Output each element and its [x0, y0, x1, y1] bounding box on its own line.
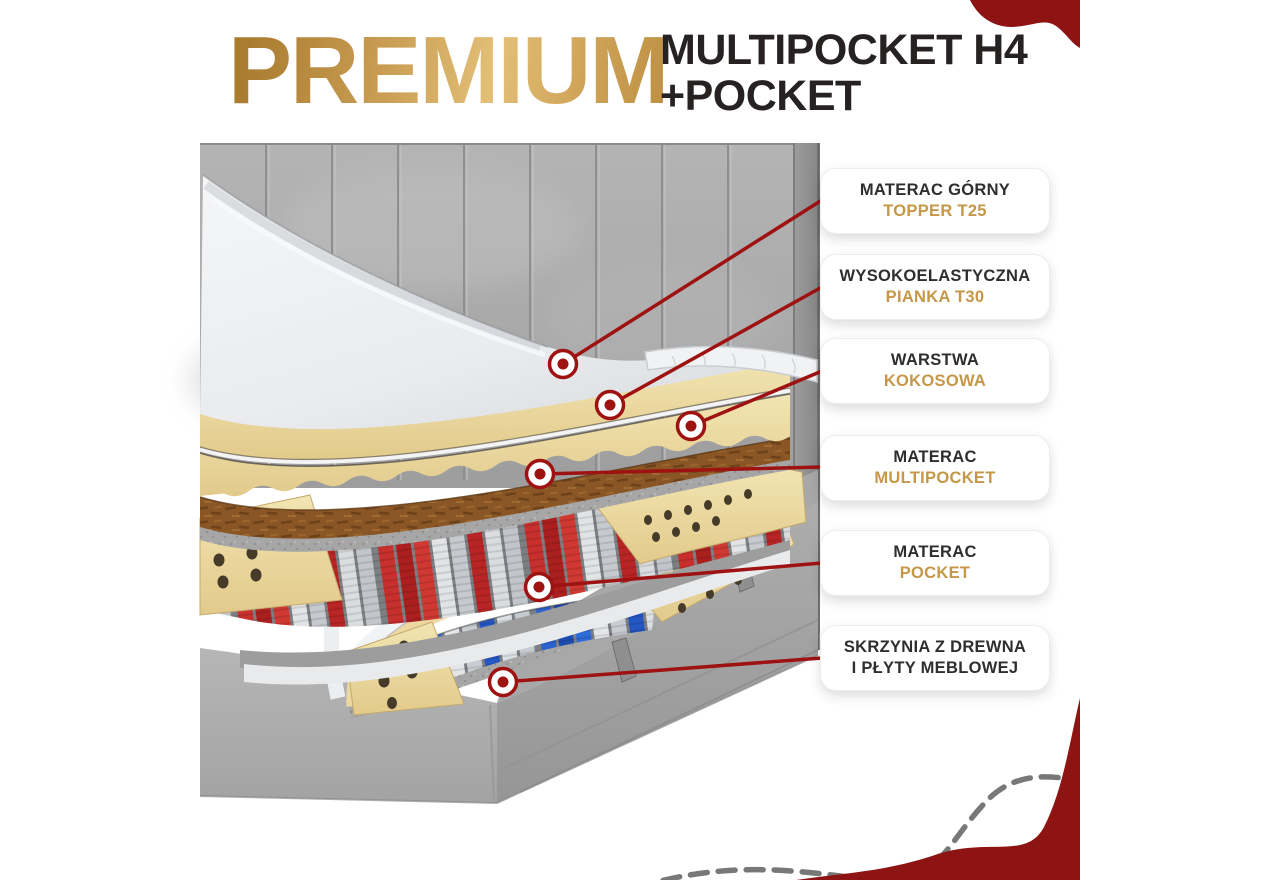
label-line2: PIANKA T30: [885, 288, 985, 306]
label-multipocket: [820, 435, 1050, 501]
brand-title-premium: PREMIUM: [228, 17, 668, 124]
bed-illustration: [190, 143, 820, 803]
marker-topper: [550, 351, 577, 378]
marker-multipocket: [527, 461, 554, 488]
label-foam: [820, 254, 1050, 320]
marker-pocket: [526, 574, 553, 601]
label-line1: SKRZYNIA Z DREWNA: [843, 638, 1027, 656]
product-title-line1: MULTIPOCKET H4: [660, 26, 1028, 74]
label-line2: I PŁYTY MEBLOWEJ: [851, 659, 1019, 677]
label-line2: KOKOSOWA: [883, 372, 987, 390]
label-line1: MATERAC GÓRNY: [859, 181, 1011, 199]
marker-foam: [597, 392, 624, 419]
marker-base: [490, 669, 517, 696]
label-line1: MATERAC: [893, 543, 977, 561]
product-title-line2: +POCKET: [660, 72, 861, 120]
marker-coconut: [678, 413, 705, 440]
label-line1: MATERAC: [893, 448, 977, 466]
label-topper: [820, 168, 1050, 234]
product-title: [660, 27, 1027, 119]
label-pocket: [820, 530, 1050, 596]
label-line2: TOPPER T25: [883, 202, 987, 220]
label-base: [820, 625, 1050, 691]
label-line1: WARSTWA: [890, 351, 980, 369]
label-coconut: [820, 338, 1050, 404]
label-line1: WYSOKOELASTYCZNA: [839, 267, 1031, 285]
label-line2: POCKET: [899, 564, 971, 582]
corner-blob-bottom-right: [796, 698, 1080, 880]
label-line2: MULTIPOCKET: [874, 469, 996, 487]
